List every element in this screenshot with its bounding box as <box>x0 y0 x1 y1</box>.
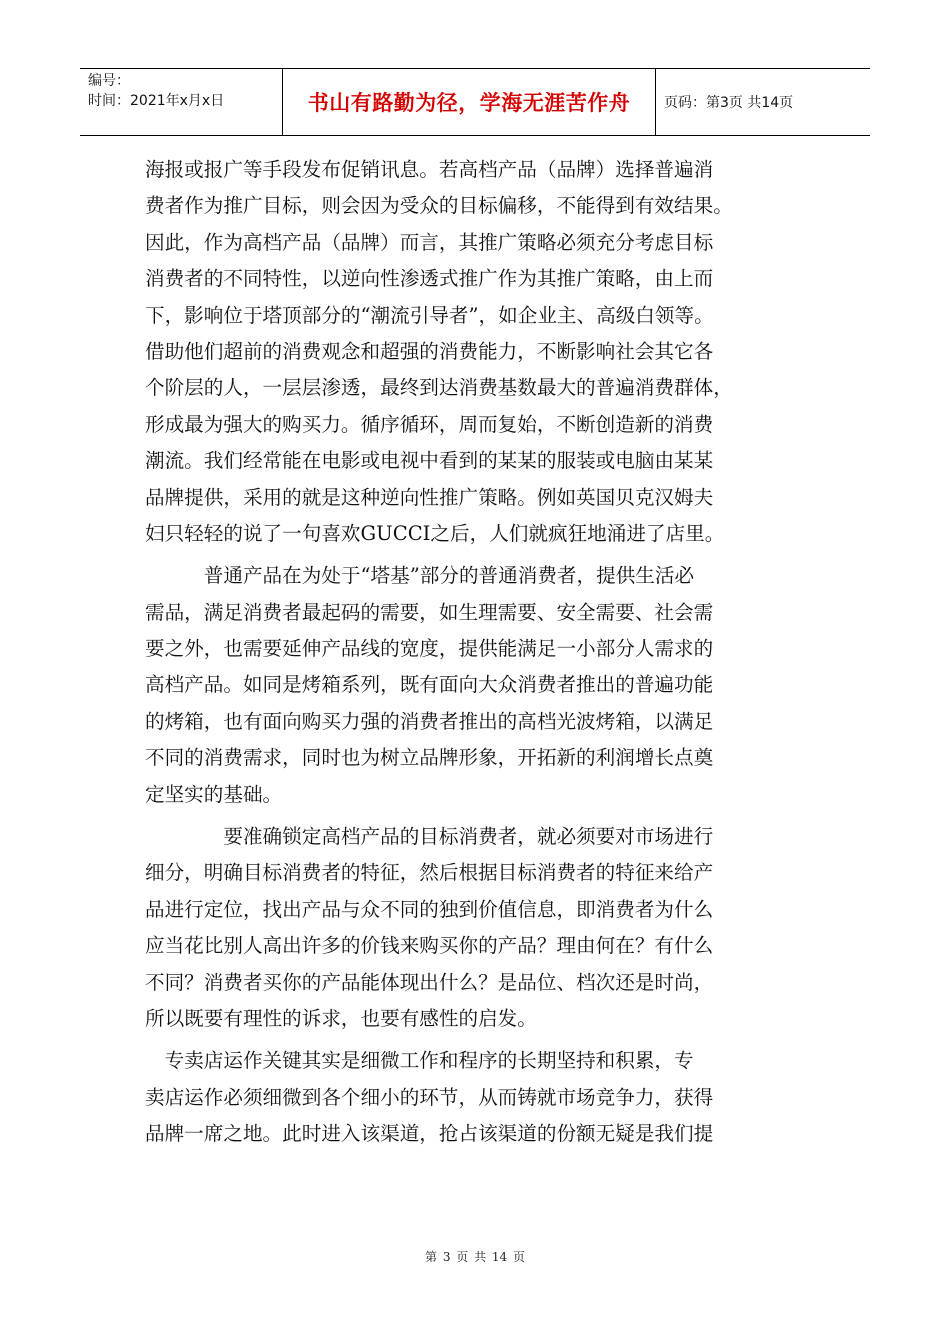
body-line: 定坚实的基础。 <box>145 782 283 806</box>
header-motto: 书山有路勤为径，学海无涯苦作舟 <box>283 69 656 135</box>
header-page-info: 页码：第3页 共14页 <box>664 95 794 111</box>
body-line: 妇只轻轻的说了一句喜欢GUCCI之后，人们就疯狂地涌进了店里。 <box>145 521 725 545</box>
header-meta-cell <box>80 69 283 135</box>
body-line: 费者作为推广目标，则会因为受众的目标偏移，不能得到有效结果。 <box>145 194 733 218</box>
body-line: 专卖店运作关键其实是细微工作和程序的长期坚持和积累，专 <box>145 1049 694 1073</box>
body-line: 借助他们超前的消费观念和超强的消费能力，不断影响社会其它各 <box>145 339 714 363</box>
body-line: 不同的消费需求，同时也为树立品牌形象，开拓新的利润增长点奠 <box>145 746 714 770</box>
body-line: 的烤箱，也有面向购买力强的消费者推出的高档光波烤箱，以满足 <box>145 709 714 733</box>
body-line: 个阶层的人，一层层渗透，最终到达消费基数最大的普遍消费群体， <box>145 376 733 400</box>
document-number-label: 编号： <box>88 73 130 89</box>
body-line: 下，影响位于塔顶部分的“潮流引导者”，如企业主、高级白领等。 <box>145 303 714 327</box>
document-body <box>145 152 805 1153</box>
document-time-label: 时间：2021年x月x日 <box>88 93 225 109</box>
page-footer: 第 3 页 共 14 页 <box>425 1250 525 1264</box>
body-line: 应当花比别人高出许多的价钱来购买你的产品？理由何在？有什么 <box>145 934 714 958</box>
body-line: 形成最为强大的购买力。循序循环，周而复始，不断创造新的消费 <box>145 412 714 436</box>
body-line: 品牌一席之地。此时进入该渠道，抢占该渠道的份额无疑是我们提 <box>145 1122 714 1146</box>
body-line: 高档产品。如同是烤箱系列，既有面向大众消费者推出的普遍功能 <box>145 673 714 697</box>
body-line: 潮流。我们经常能在电影或电视中看到的某某的服装或电脑由某某 <box>145 449 714 473</box>
body-line: 品牌提供，采用的就是这种逆向性推广策略。例如英国贝克汉姆夫 <box>145 485 714 509</box>
page-header <box>80 68 870 136</box>
body-line: 品进行定位，找出产品与众不同的独到价值信息，即消费者为什么 <box>145 897 714 921</box>
body-line: 不同？消费者买你的产品能体现出什么？是品位、档次还是时尚， <box>145 970 714 994</box>
body-line: 消费者的不同特性，以逆向性渗透式推广作为其推广策略，由上而 <box>145 267 714 291</box>
body-line: 细分，明确目标消费者的特征，然后根据目标消费者的特征来给产 <box>145 861 714 885</box>
body-line: 需品，满足消费者最起码的需要，如生理需要、安全需要、社会需 <box>145 600 714 624</box>
body-line: 所以既要有理性的诉求，也要有感性的启发。 <box>145 1006 537 1030</box>
body-line: 卖店运作必须细微到各个细小的环节，从而铸就市场竞争力，获得 <box>145 1085 714 1109</box>
body-line: 因此，作为高档产品（品牌）而言，其推广策略必须充分考虑目标 <box>145 230 714 254</box>
body-line: 普通产品在为处于“塔基”部分的普通消费者，提供生活必 <box>145 564 695 588</box>
body-line: 海报或报广等手段发布促销讯息。若高档产品（品牌）选择普遍消 <box>145 158 714 181</box>
body-line: 要准确锁定高档产品的目标消费者，就必须要对市场进行 <box>145 825 714 849</box>
body-line: 要之外，也需要延伸产品线的宽度，提供能满足一小部分人需求的 <box>145 637 714 661</box>
